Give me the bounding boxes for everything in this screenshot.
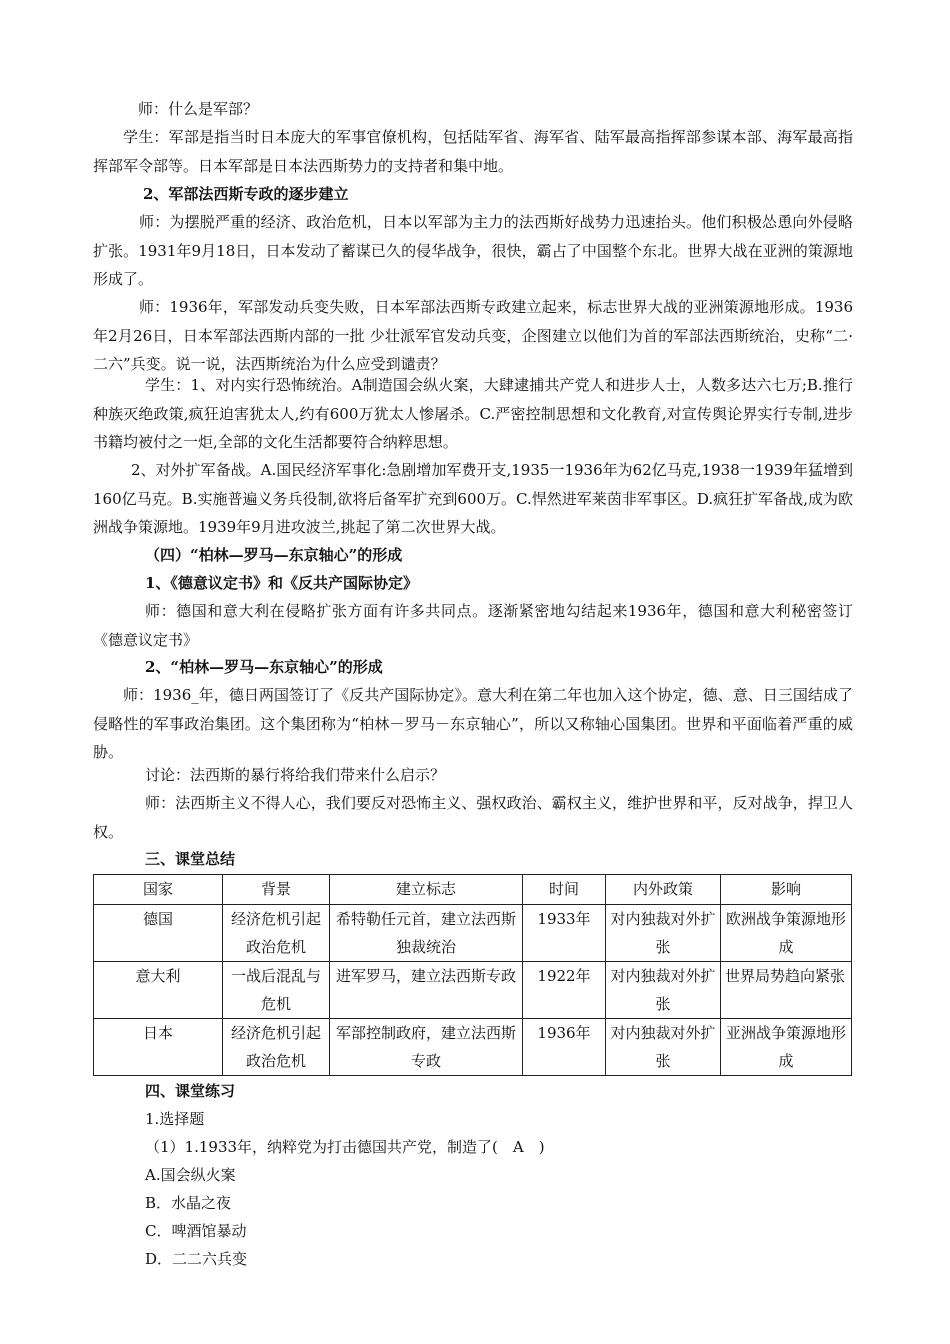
table-cell: 对内独裁对外扩张 [606,905,721,962]
table-cell: 希特勒任元首，建立法西斯独裁统治 [330,905,523,962]
table-header-cell: 背景 [223,875,330,905]
paragraph-teacher-1936: 师：1936年，军部发动兵变失败，日本军部法西斯专政建立起来，标志世界大战的亚洲策源地形成。1936年2月26日，日本军部法西斯内部的一批 少壮派军官发动兵变，企图建立以他们为首的军部法西斯统治，史称“二·二六”兵变。说一说，法西斯统治为什么应受到谴责？ [93,298,853,373]
table-cell: 一战后混乱与危机 [223,962,330,1019]
table-cell: 1922年 [523,962,606,1019]
paragraph-teacher-expansion: 师：为摆脱严重的经济、政治危机，日本以军部为主力的法西斯好战势力迅速抬头。他们积极怂恿向外侵略扩张。1931年9月18日，日本发动了蓄谋已久的侵华战争，很快，霸占了中国整个东北。世界大战在亚洲的策源地形成了。 [93,213,853,288]
table-cell: 意大利 [94,962,223,1019]
table-header-row [94,875,852,905]
table-header-cell: 影响 [721,875,852,905]
option-d: D．二二六兵变 [145,1250,248,1268]
paragraph-student-terror: 学生：1、对内实行恐怖统治。A制造国会纵火案，大肆逮捕共产党人和进步人士，人数多达六七万;B.推行种族灭绝政策,疯狂迫害犹太人,约有600万犹太人惨屠杀。C.严密控制思想和文化教育,对宣传舆论界实行专制,进步书籍均被付之一炬,全部的文化生活都要符合纳粹思想。 [93,376,853,451]
table-cell: 军部控制政府，建立法西斯专政 [330,1019,523,1076]
option-a: A.国会纵火案 [145,1166,236,1184]
exercise-type: 1.选择题 [145,1110,205,1128]
table-cell: 亚洲战争策源地形成 [721,1019,852,1076]
table-cell: 世界局势趋向紧张 [721,962,852,1019]
paragraph-external-expansion: 2、对外扩军备战。A.国民经济军事化:急剧增加军费开支,1935一1936年为62亿马克,1938一1939年猛增到160亿马克。B.实施普遍义务兵役制,欲将后备军扩充到600万。C.悍然进军莱茵非军事区。D.疯狂扩军备战,成为欧洲战争策源地。1939年9月进攻波兰,挑起了第二次世界大战。 [93,461,853,536]
section-heading-exercise: 四、课堂练习 [145,1082,236,1100]
option-b: B．水晶之夜 [145,1194,232,1212]
paragraph-teacher-anti-comintern: 师：1936_年，德日两国签订了《反共产国际协定》。意大利在第二年也加入这个协定，德、意、日三国结成了侵略性的军事政治集团。这个集团称为“柏林－罗马－东京轴心”，所以又称轴心国集团。世界和平面临着严重的威胁。 [93,686,853,761]
subheading-protocols: 1、《德意议定书》和《反共产国际协定》 [145,574,418,592]
paragraph-teacher-germany-italy: 师：德国和意大利在侵略扩张方面有许多共同点。逐渐紧密地勾结起来1936年，德国和意大利秘密签订《德意议定书》 [93,602,853,649]
paragraph-teacher-question: 师：什么是军部？ [138,100,259,118]
table-header-cell: 国家 [94,875,223,905]
table-cell: 对内独裁对外扩张 [606,962,721,1019]
table-row [94,1019,852,1076]
summary-table [93,874,852,1076]
paragraph-student-answer: 学生：军部是指当时日本庞大的军事官僚机构，包括陆军省、海军省、陆军最高指挥部参谋本部、海军最高指挥部军令部等。日本军部是日本法西斯势力的支持者和集中地。 [93,128,853,175]
table-row [94,962,852,1019]
table-cell: 1936年 [523,1019,606,1076]
section-heading-summary: 三、课堂总结 [145,850,236,868]
table-row [94,905,852,962]
table-header-cell: 建立标志 [330,875,523,905]
table-cell: 对内独裁对外扩张 [606,1019,721,1076]
table-cell: 经济危机引起政治危机 [223,905,330,962]
table-cell: 日本 [94,1019,223,1076]
table-header-cell: 时间 [523,875,606,905]
table-cell: 德国 [94,905,223,962]
table-cell: 1933年 [523,905,606,962]
paragraph-discussion: 讨论：法西斯的暴行将给我们带来什么启示？ [145,766,446,784]
paragraph-teacher-conclusion: 师：法西斯主义不得人心，我们要反对恐怖主义、强权政治、霸权主义，维护世界和平，反对战争，捍卫人权。 [93,794,853,841]
table-header-cell: 内外政策 [606,875,721,905]
section-heading-axis: （四）“柏林—罗马—东京轴心”的形成 [145,546,403,564]
section-heading-military-fascism: 2、军部法西斯专政的逐步建立 [143,185,349,203]
subheading-axis-formation: 2、“柏林—罗马—东京轴心”的形成 [145,658,383,676]
table-cell: 欧洲战争策源地形成 [721,905,852,962]
exercise-question: （1）1.1933年，纳粹党为打击德国共产党，制造了( A ) [145,1138,545,1156]
table-cell: 经济危机引起政治危机 [223,1019,330,1076]
table-cell: 进军罗马，建立法西斯专政 [330,962,523,1019]
option-c: C．啤酒馆暴动 [145,1222,247,1240]
